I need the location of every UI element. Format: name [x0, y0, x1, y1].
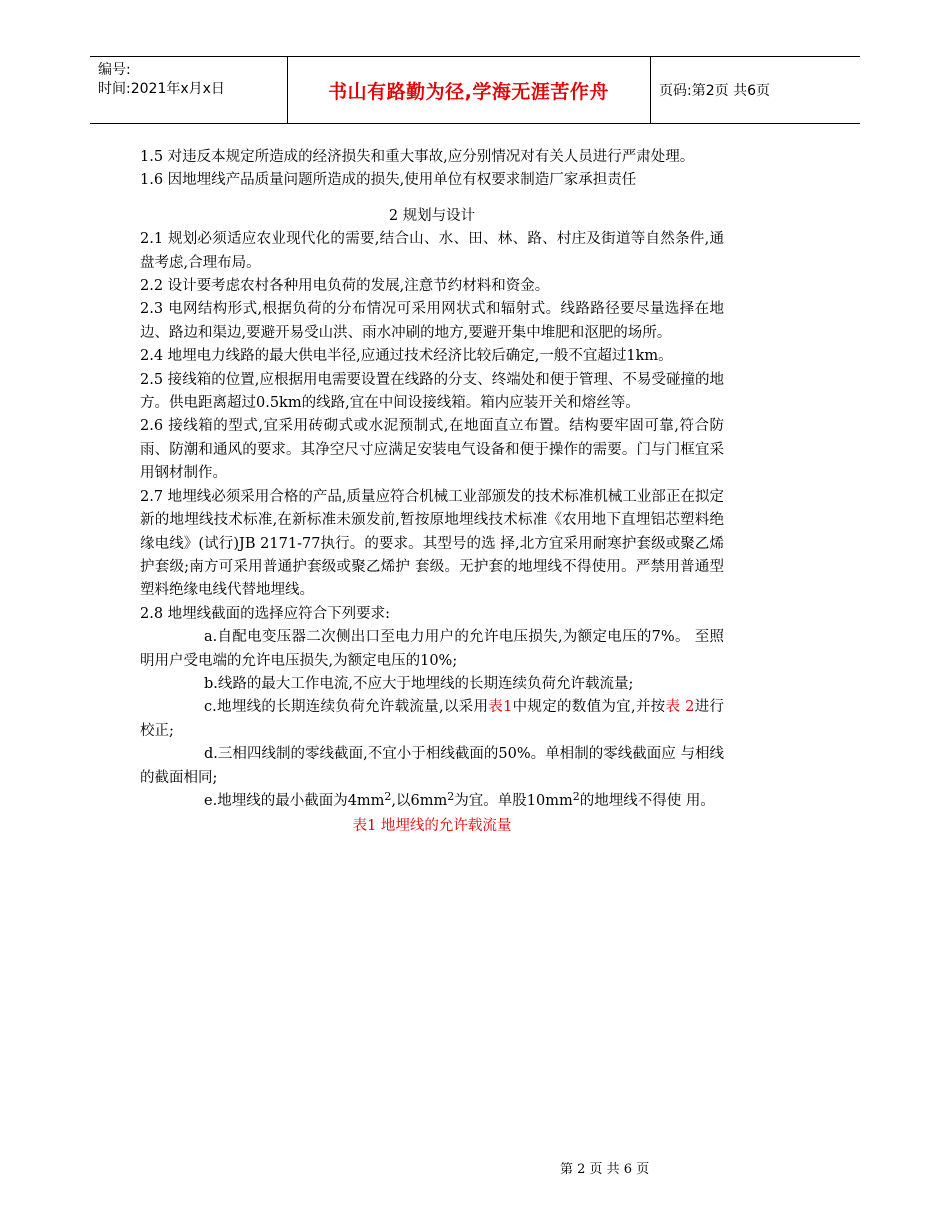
- table-1-reference-link[interactable]: 表1: [488, 699, 513, 716]
- table-2-reference-link[interactable]: 表 2: [665, 699, 695, 716]
- page-footer: 第 2 页 共 6 页: [560, 1162, 650, 1177]
- item-e-text-4: 的地埋线不得使 用。: [579, 792, 715, 809]
- header-divider-right: [650, 57, 651, 123]
- header-motto: 书山有路勤为径,学海无涯苦作舟: [328, 80, 609, 103]
- header-meta: [98, 61, 288, 99]
- item-a: a.自配电变压器二次侧出口至电力用户的允许电压损失,为额定电压的7%。 至照明用户受电端的允许电压损失,为额定电压的10%;: [140, 629, 724, 669]
- clause-1-6: 1.6 因地埋线产品质量问题所造成的损失,使用单位有权要求制造厂家承担责任: [140, 172, 637, 189]
- item-c-text-1: c.地埋线的长期连续负荷允许载流量,以采用: [204, 699, 489, 716]
- number-label: 编号:: [98, 62, 131, 78]
- clause-2-6: 2.6 接线箱的型式,宜采用砖砌式或水泥预制式,在地面直立布置。结构要牢固可靠,符合防雨、防潮和通风的要求。其净空尺寸应满足安装电气设备和便于操作的需要。门与门框宜采用钢材制作。: [140, 418, 724, 482]
- clause-1-5: 1.5 对违反本规定所造成的经济损失和重大事故,应分别情况对有关人员进行严肃处理。: [140, 149, 695, 165]
- header-page-info: 页码:第2页 共6页: [659, 83, 770, 99]
- clause-2-1: 2.1 规划必须适应农业现代化的需要,结合山、水、田、林、路、村庄及街道等自然条件,通盘考虑,合理布局。: [140, 231, 724, 271]
- item-d: d.三相四线制的零线截面,不宜小于相线截面的50%。单相制的零线截面应 与相线的截面相同;: [140, 746, 724, 786]
- item-e-superscript-2: 2: [447, 789, 455, 803]
- item-c: [140, 696, 724, 743]
- time-label: 时间:2021年x月x日: [98, 81, 225, 97]
- item-e-text-1: e.地埋线的最小截面为4mm: [204, 792, 385, 809]
- page-header: [90, 56, 860, 124]
- clause-2-8: 2.8 地埋线截面的选择应符合下列要求:: [140, 605, 391, 622]
- document-body: [140, 146, 724, 839]
- item-e-text-3: 为宜。单股10mm: [454, 792, 573, 809]
- item-c-text-3: 进行校正;: [140, 699, 725, 739]
- clause-2-2: 2.2 设计要考虑农村各种用电负荷的发展,注意节约材料和资金。: [140, 278, 550, 295]
- clause-2-5: 2.5 接线箱的位置,应根据用电需要设置在线路的分支、终端处和便于管理、不易受碰撞的地方。供电距离超过0.5km的线路,宜在中间设接线箱。箱内应装开关和熔丝等。: [140, 371, 724, 412]
- item-c-text-2: 中规定的数值为宜,并按: [512, 699, 666, 716]
- item-e-superscript-3: 2: [572, 789, 580, 803]
- item-e: [140, 790, 724, 813]
- table-1-title: 表1 地埋线的允许载流量: [352, 818, 512, 835]
- section-2-title: 2 规划与设计: [388, 207, 476, 224]
- item-e-text-2: ,以6mm: [391, 792, 448, 809]
- clause-2-4: 2.4 地埋电力线路的最大供电半径,应通过技术经济比较后确定,一般不宜超过1km。: [140, 348, 673, 365]
- clause-2-3: 2.3 电网结构形式,根据负荷的分布情况可采用网状式和辐射式。线路路径要尽量选择在地边、路边和渠边,要避开易受山洪、雨水冲刷的地方,要避开集中堆肥和沤肥的场所。: [140, 301, 724, 341]
- item-e-superscript-1: 2: [384, 789, 392, 803]
- item-b: b.线路的最大工作电流,不应大于地埋线的长期连续负荷允许载流量;: [204, 675, 634, 692]
- clause-2-7: 2.7 地埋线必须采用合格的产品,质量应符合机械工业部颁发的技术标准机械工业部正在拟定新的地埋线技术标准,在新标准未颁发前,暂按原地埋线技术标准《农用地下直埋铝芯塑料绝缘电线》(试行)JB 2171-77执行。的要求。其型号的选 择,北方宜采用耐寒护套级或聚乙烯护套级;南方可采用普通护套级或聚乙烯护 套级。无护套的地埋线不得使用。严禁用普通型塑料绝缘电线代替地埋线。: [140, 488, 724, 599]
